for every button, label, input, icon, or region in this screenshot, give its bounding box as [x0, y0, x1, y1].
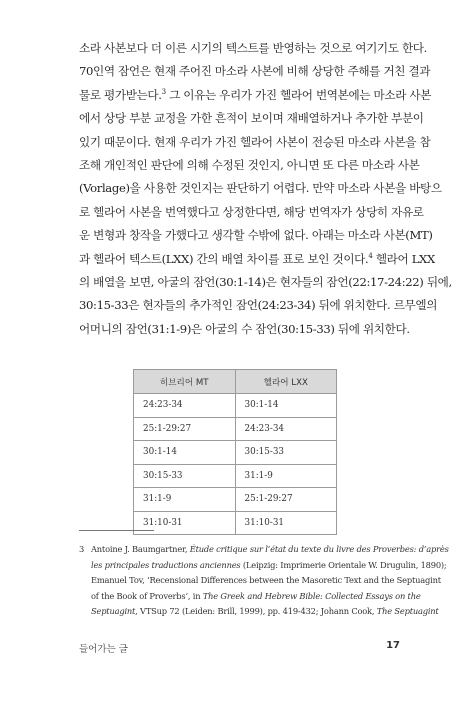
table-cell: 30:15-33 [235, 441, 337, 465]
footnote-title: The Septuagint [376, 606, 439, 617]
footnote-line: Emanuel Tov, ‘Recensional Differences between the Masoretic Text and the Septuagint [91, 575, 441, 586]
body-line: 70인역 잠언은 현재 주어진 마소라 사본에 비해 상당한 주해를 거친 결과 [79, 64, 431, 79]
footnote-title: Étude critique sur l’état du texte du livre des Proverbes: d’après [189, 544, 449, 554]
body-line-text: 헬라어 LXX [375, 251, 435, 266]
table-row [134, 464, 337, 488]
footnote-text: , VTSup 72 (Leiden: Brill, 1999), pp. 419-432; Johann Cook, [135, 606, 377, 617]
body-line: 운 변형과 창작을 가했다고 생각할 수밖에 없다. 아래는 마소라 사본(MT) [79, 228, 433, 243]
table-cell: 25:1-29:27 [134, 417, 236, 441]
footnote-3 [79, 542, 449, 620]
body-line: 조해 개인적인 판단에 의해 수정된 것인지, 아니면 또 다른 마소라 사본 [79, 157, 420, 172]
footnote-ref-3[interactable]: 3 [161, 87, 166, 96]
column-header-mt: 히브리어 MT [134, 370, 236, 394]
footnote-ref-4[interactable]: 4 [368, 251, 373, 260]
footnote-divider [79, 530, 154, 531]
running-footer-title: 들어가는 글 [79, 644, 128, 655]
table-row [134, 511, 337, 535]
body-line: (Vorlage)을 사용한 것인지는 판단하기 어렵다. 만약 마소라 사본을 바탕으 [79, 181, 442, 196]
body-line-text: 물로 평가받는다. [79, 87, 162, 102]
footnote-title: les principales traductions anciennes [91, 559, 241, 570]
table-cell: 31:10-31 [235, 511, 337, 535]
body-line: 로 헬라어 사본을 번역했다고 상정한다면, 해당 번역자가 상당히 자유로 [79, 204, 424, 219]
table-row [134, 394, 337, 418]
body-line-text: 그 이유는 우리가 가진 헬라어 번역본에는 마소라 사본 [169, 87, 432, 102]
footnote-title: The Greek and Hebrew Bible: Collected Essays on the [202, 590, 421, 601]
footnote-title: Septuagint [91, 606, 136, 617]
table-cell: 31:1-9 [235, 464, 337, 488]
footnote-line [79, 604, 439, 620]
table-header-row [134, 370, 337, 394]
column-header-lxx: 헬라어 LXX [235, 370, 337, 394]
table-row [134, 441, 337, 465]
table-cell: 31:1-9 [134, 488, 236, 512]
body-line: 있기 때문이다. 현재 우리가 가진 헬라어 사본이 전승된 마소라 사본을 참 [79, 134, 431, 149]
table-row [134, 488, 337, 512]
table-cell: 25:1-29:27 [235, 488, 337, 512]
table-cell: 24:23-34 [134, 394, 236, 418]
body-line [79, 84, 432, 107]
page-number: 17 [386, 640, 400, 651]
footnote-line [79, 589, 421, 605]
body-line [79, 248, 435, 271]
body-line: 에서 상당 부분 교정을 가한 흔적이 보이며 재배열하거나 추가한 부분이 [79, 111, 424, 126]
table-cell: 30:15-33 [134, 464, 236, 488]
body-text [79, 37, 452, 341]
body-line-text: 과 헬라어 텍스트(LXX) 간의 배열 차이를 표로 보인 것이다. [79, 251, 369, 266]
footnote-text: (Leipzig: Imprimerie Orientale W. Drugulin, 1890); [240, 559, 447, 570]
body-line: 소라 사본보다 더 이른 시기의 텍스트를 반영하는 것으로 여기기도 한다. [79, 41, 427, 55]
table-cell: 30:1-14 [134, 441, 236, 465]
table-row [134, 417, 337, 441]
footnote-text: of the Book of Proverbs’, in [91, 590, 203, 601]
body-line: 30:15-33은 현자들의 추가적인 잠언(24:23-34) 뒤에 위치한다. 르무엘의 [79, 298, 438, 313]
table-cell: 30:1-14 [235, 394, 337, 418]
table-cell: 24:23-34 [235, 417, 337, 441]
body-line: 의 배열을 보면, 아굴의 잠언(30:1-14)은 현자들의 잠언(22:17-24:22) 뒤에, [79, 274, 452, 289]
table-cell: 31:10-31 [134, 511, 236, 535]
footnote-text: Antoine J. Baumgartner, [91, 544, 190, 554]
footnote-line [79, 542, 449, 558]
mt-lxx-table [133, 369, 337, 535]
footnote-number: 3 [79, 544, 85, 554]
body-line: 어머니의 잠언(31:1-9)은 아굴의 수 잠언(30:15-33) 뒤에 위치한다. [79, 321, 410, 336]
footnote-line [79, 558, 447, 574]
arrangement-table [133, 369, 337, 535]
